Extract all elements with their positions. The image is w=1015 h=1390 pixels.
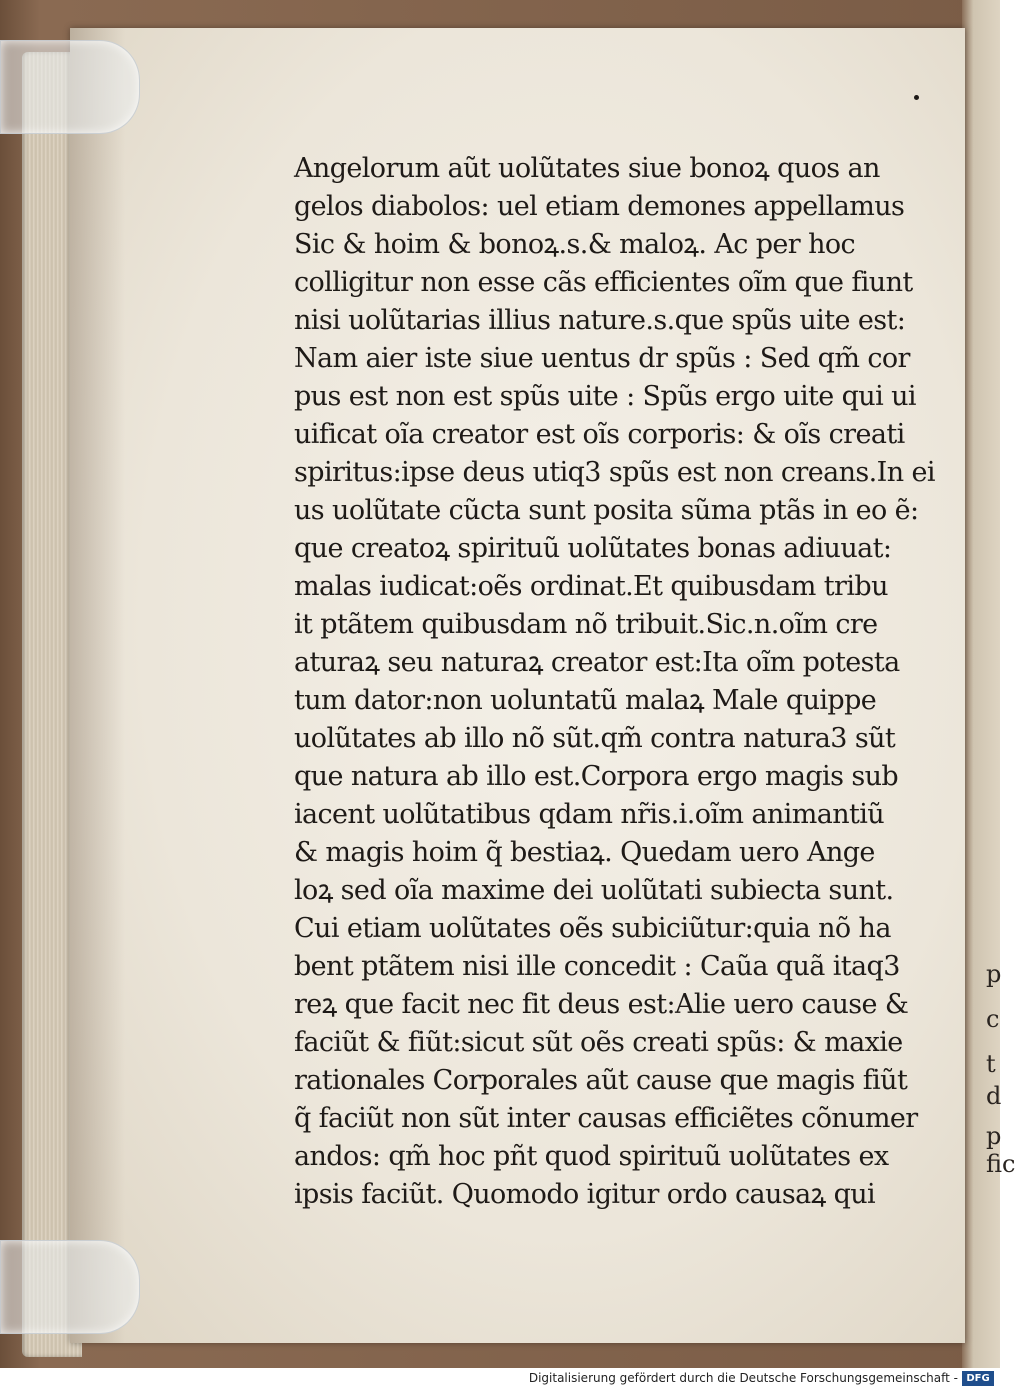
- text-line: ipsis faciũt. Quomodo igitur ordo causaꝝ qui: [294, 1179, 876, 1210]
- text-line: nisi uolũtarias illius nature.s.que spũs uite est:: [294, 305, 906, 336]
- text-line: & magis hoim q̃ bestiaꝝ. Quedam uero Ange: [294, 837, 875, 868]
- neighbor-page-fragment: t: [986, 1050, 996, 1078]
- text-line: que creatoꝝ spirituũ uolũtates bonas adiuuat:: [294, 533, 892, 564]
- page-clip-bottom: [0, 1240, 140, 1334]
- neighbor-page-fragment: fic: [986, 1150, 1015, 1178]
- page-text-block: [294, 150, 935, 1214]
- text-line: rationales Corporales aũt cause que magis fiũt: [294, 1065, 908, 1096]
- text-line: aturaꝝ seu naturaꝝ creator est:Ita oĩm potesta: [294, 647, 900, 678]
- text-line: spiritus:ipse deus utiq3 spũs est non creans.In ei: [294, 457, 935, 488]
- text-line: iacent uolũtatibus qdam nr̃is.i.oĩm animantiũ: [294, 799, 885, 830]
- text-line: Cui etiam uolũtates oẽs subiciũtur:quia nõ ha: [294, 913, 891, 944]
- page-gutter-shadow: [70, 28, 125, 1343]
- text-line: it ptãtem quibusdam nõ tribuit.Sic.n.oĩm cre: [294, 609, 878, 640]
- text-line: faciũt & fiũt:sicut sũt oẽs creati spũs: & maxie: [294, 1027, 903, 1058]
- funding-credit: Digitalisierung gefördert durch die Deutsche Forschungsgemeinschaft -: [528, 1371, 958, 1385]
- text-line: que natura ab illo est.Corpora ergo magis sub: [294, 761, 899, 792]
- text-line: malas iudicat:oẽs ordinat.Et quibusdam tribu: [294, 571, 888, 602]
- page-clip-top: [0, 40, 140, 134]
- text-line: Sic & hoim & bonoꝝ.s.& maloꝝ. Ac per hoc: [294, 229, 856, 260]
- text-line: uolũtates ab illo nõ sũt.qm̃ contra natura3 sũt: [294, 723, 896, 754]
- text-line: andos: qm̃ hoc pñt quod spirituũ uolũtates ex: [294, 1141, 889, 1172]
- text-line: bent ptãtem nisi ille concedit : Caũa quã itaq3: [294, 951, 900, 982]
- text-line: tum dator:non uoluntatũ malaꝝ Male quippe: [294, 685, 877, 716]
- text-line: gelos diabolos: uel etiam demones appellamus: [294, 191, 905, 222]
- neighbor-page-fragment: c: [986, 1005, 1000, 1033]
- text-line: us uolũtate cũcta sunt posita sũma ptãs in eo ẽ:: [294, 495, 919, 526]
- text-line: reꝝ que facit nec fit deus est:Alie uero cause &: [294, 989, 909, 1020]
- neighbor-page-fragment: p: [986, 1122, 1002, 1150]
- text-line: Angelorum aũt uolũtates siue bonoꝝ quos an: [294, 153, 880, 184]
- footer-bar: [0, 1368, 1000, 1390]
- neighbor-page-fragment: d: [986, 1082, 1002, 1110]
- text-line: q̃ faciũt non sũt inter causas efficiẽtes cõnumer: [294, 1103, 918, 1134]
- text-line: uificat oĩa creator est oĩs corporis: & oĩs creati: [294, 419, 905, 450]
- text-line: Nam aier iste siue uentus dr spũs : Sed qm̃ cor: [294, 343, 910, 374]
- ink-dot: [914, 95, 919, 100]
- text-line: colligitur non esse cãs efficientes oĩm que fiunt: [294, 267, 913, 298]
- text-line: loꝝ sed oĩa maxime dei uolũtati subiecta sunt.: [294, 875, 894, 906]
- neighbor-page-fragment: p: [986, 960, 1002, 988]
- dfg-logo: DFG: [962, 1371, 994, 1386]
- text-line: pus est non est spũs uite : Spũs ergo uite qui ui: [294, 381, 916, 412]
